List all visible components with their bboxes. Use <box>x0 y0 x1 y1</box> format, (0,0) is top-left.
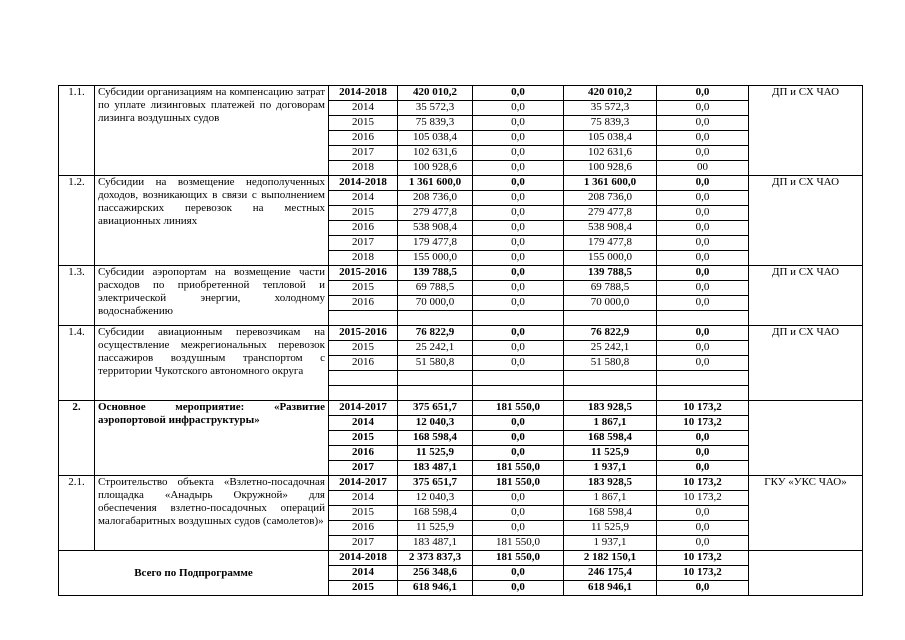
cell-period: 2016 <box>329 446 398 461</box>
cell-period: 2014-2017 <box>329 401 398 416</box>
item-number: 1.2. <box>59 176 95 266</box>
cell-period: 2015-2016 <box>329 266 398 281</box>
cell-federal: 0,0 <box>473 86 564 101</box>
item-responsible: ГКУ «УКС ЧАО» <box>749 476 863 551</box>
cell-federal: 0,0 <box>473 296 564 311</box>
cell-other: 10 173,2 <box>657 491 749 506</box>
cell-other: 0,0 <box>657 236 749 251</box>
cell-regional <box>564 311 657 326</box>
cell-period: 2016 <box>329 131 398 146</box>
cell-regional: 105 038,4 <box>564 131 657 146</box>
cell-total: 25 242,1 <box>398 341 473 356</box>
cell-period: 2016 <box>329 356 398 371</box>
cell-total: 168 598,4 <box>398 431 473 446</box>
cell-regional: 35 572,3 <box>564 101 657 116</box>
cell-regional: 246 175,4 <box>564 566 657 581</box>
cell-regional: 11 525,9 <box>564 521 657 536</box>
cell-total: 102 631,6 <box>398 146 473 161</box>
cell-federal: 181 550,0 <box>473 551 564 566</box>
item-responsible: ДП и СХ ЧАО <box>749 86 863 176</box>
subprogram-table <box>58 85 863 596</box>
cell-total: 76 822,9 <box>398 326 473 341</box>
cell-total: 12 040,3 <box>398 491 473 506</box>
cell-total: 1 361 600,0 <box>398 176 473 191</box>
cell-other: 0,0 <box>657 296 749 311</box>
cell-regional: 1 867,1 <box>564 491 657 506</box>
cell-federal: 0,0 <box>473 416 564 431</box>
cell-regional <box>564 386 657 401</box>
cell-regional: 70 000,0 <box>564 296 657 311</box>
table-row <box>59 86 863 101</box>
cell-regional: 168 598,4 <box>564 431 657 446</box>
cell-total: 538 908,4 <box>398 221 473 236</box>
total-row <box>59 551 863 566</box>
cell-federal <box>473 386 564 401</box>
cell-period: 2017 <box>329 461 398 476</box>
cell-other <box>657 371 749 386</box>
cell-other: 0,0 <box>657 536 749 551</box>
cell-period: 2014 <box>329 101 398 116</box>
cell-other: 0,0 <box>657 221 749 236</box>
cell-period: 2014-2018 <box>329 176 398 191</box>
cell-federal: 0,0 <box>473 176 564 191</box>
grand-total-label: Всего по Подпрограмме <box>59 551 329 596</box>
cell-regional: 155 000,0 <box>564 251 657 266</box>
cell-federal: 0,0 <box>473 581 564 596</box>
cell-period: 2017 <box>329 236 398 251</box>
cell-federal: 0,0 <box>473 206 564 221</box>
cell-regional: 51 580,8 <box>564 356 657 371</box>
cell-regional: 420 010,2 <box>564 86 657 101</box>
item-number: 1.1. <box>59 86 95 176</box>
item-number: 1.4. <box>59 326 95 401</box>
cell-federal: 0,0 <box>473 146 564 161</box>
cell-period <box>329 371 398 386</box>
cell-federal: 0,0 <box>473 161 564 176</box>
cell-regional: 1 937,1 <box>564 461 657 476</box>
cell-federal: 0,0 <box>473 281 564 296</box>
cell-total: 35 572,3 <box>398 101 473 116</box>
cell-total: 2 373 837,3 <box>398 551 473 566</box>
cell-federal: 181 550,0 <box>473 536 564 551</box>
cell-period <box>329 311 398 326</box>
cell-other: 0,0 <box>657 581 749 596</box>
cell-regional: 76 822,9 <box>564 326 657 341</box>
cell-total: 11 525,9 <box>398 521 473 536</box>
cell-total <box>398 311 473 326</box>
cell-period: 2016 <box>329 296 398 311</box>
cell-regional: 179 477,8 <box>564 236 657 251</box>
cell-period: 2014 <box>329 566 398 581</box>
cell-federal <box>473 371 564 386</box>
cell-other: 10 173,2 <box>657 476 749 491</box>
cell-period <box>329 386 398 401</box>
cell-period: 2015 <box>329 506 398 521</box>
cell-total: 100 928,6 <box>398 161 473 176</box>
cell-federal: 0,0 <box>473 506 564 521</box>
cell-federal: 0,0 <box>473 431 564 446</box>
table-row <box>59 266 863 281</box>
cell-other <box>657 386 749 401</box>
cell-other: 0,0 <box>657 506 749 521</box>
cell-other: 0,0 <box>657 116 749 131</box>
cell-regional: 69 788,5 <box>564 281 657 296</box>
cell-federal: 0,0 <box>473 116 564 131</box>
cell-total: 375 651,7 <box>398 476 473 491</box>
cell-period: 2015-2016 <box>329 326 398 341</box>
item-responsible: ДП и СХ ЧАО <box>749 176 863 266</box>
cell-other: 10 173,2 <box>657 401 749 416</box>
cell-regional: 102 631,6 <box>564 146 657 161</box>
cell-total: 70 000,0 <box>398 296 473 311</box>
cell-period: 2017 <box>329 536 398 551</box>
item-number: 1.3. <box>59 266 95 326</box>
cell-other: 0,0 <box>657 101 749 116</box>
cell-total: 179 477,8 <box>398 236 473 251</box>
cell-federal: 0,0 <box>473 356 564 371</box>
cell-federal: 181 550,0 <box>473 476 564 491</box>
cell-total: 11 525,9 <box>398 446 473 461</box>
item-responsible <box>749 401 863 476</box>
item-description: Субсидии на возмещение недополученных доходов, возникающих в связи с выполнением пассажирских перевозок на местных авиационных линиях <box>95 176 329 266</box>
cell-regional: 538 908,4 <box>564 221 657 236</box>
item-responsible: ДП и СХ ЧАО <box>749 266 863 326</box>
cell-federal: 0,0 <box>473 191 564 206</box>
cell-federal <box>473 311 564 326</box>
cell-period: 2017 <box>329 146 398 161</box>
cell-period: 2014-2018 <box>329 551 398 566</box>
cell-other: 0,0 <box>657 281 749 296</box>
cell-other: 0,0 <box>657 356 749 371</box>
cell-regional: 618 946,1 <box>564 581 657 596</box>
item-description: Основное мероприятие: «Развитие аэропортовой инфраструктуры» <box>95 401 329 476</box>
cell-total: 279 477,8 <box>398 206 473 221</box>
cell-other: 0,0 <box>657 131 749 146</box>
cell-period: 2014-2018 <box>329 86 398 101</box>
cell-other: 0,0 <box>657 341 749 356</box>
cell-other: 0,0 <box>657 191 749 206</box>
item-responsible: ДП и СХ ЧАО <box>749 326 863 401</box>
cell-period: 2018 <box>329 251 398 266</box>
cell-period: 2015 <box>329 206 398 221</box>
cell-total: 69 788,5 <box>398 281 473 296</box>
cell-total: 208 736,0 <box>398 191 473 206</box>
cell-regional: 1 867,1 <box>564 416 657 431</box>
item-description: Субсидии аэропортам на возмещение части расходов по приобретенной тепловой и электрической энергии, холодному водоснабжению <box>95 266 329 326</box>
cell-federal: 0,0 <box>473 446 564 461</box>
cell-other: 0,0 <box>657 176 749 191</box>
cell-total: 183 487,1 <box>398 461 473 476</box>
cell-period: 2015 <box>329 281 398 296</box>
cell-total: 139 788,5 <box>398 266 473 281</box>
cell-regional: 168 598,4 <box>564 506 657 521</box>
item-description: Строительство объекта «Взлетно-посадочная площадка «Анадырь Окружной» для обеспечения взлетно-посадочных операций малогабаритных воздушных судов (самолетов)» <box>95 476 329 551</box>
cell-period: 2014 <box>329 191 398 206</box>
cell-regional: 25 242,1 <box>564 341 657 356</box>
cell-total <box>398 386 473 401</box>
table-row <box>59 401 863 416</box>
cell-regional: 1 937,1 <box>564 536 657 551</box>
cell-total <box>398 371 473 386</box>
cell-other: 0,0 <box>657 86 749 101</box>
cell-regional: 183 928,5 <box>564 476 657 491</box>
table-row <box>59 176 863 191</box>
cell-other: 0,0 <box>657 326 749 341</box>
table-row <box>59 326 863 341</box>
cell-federal: 0,0 <box>473 266 564 281</box>
cell-period: 2015 <box>329 341 398 356</box>
cell-federal: 0,0 <box>473 491 564 506</box>
cell-other: 0,0 <box>657 446 749 461</box>
cell-federal: 0,0 <box>473 251 564 266</box>
cell-period: 2016 <box>329 221 398 236</box>
cell-period: 2015 <box>329 116 398 131</box>
cell-regional: 100 928,6 <box>564 161 657 176</box>
cell-period: 2018 <box>329 161 398 176</box>
cell-federal: 0,0 <box>473 236 564 251</box>
cell-regional: 11 525,9 <box>564 446 657 461</box>
cell-total: 75 839,3 <box>398 116 473 131</box>
item-number: 2. <box>59 401 95 476</box>
cell-other: 0,0 <box>657 266 749 281</box>
cell-total: 375 651,7 <box>398 401 473 416</box>
item-description: Субсидии авиационным перевозчикам на осуществление межрегиональных перевозок пассажиров воздушным транспортом с территории Чукотского автономного округа <box>95 326 329 401</box>
cell-total: 420 010,2 <box>398 86 473 101</box>
cell-total: 168 598,4 <box>398 506 473 521</box>
cell-regional: 1 361 600,0 <box>564 176 657 191</box>
cell-federal: 0,0 <box>473 566 564 581</box>
cell-regional: 75 839,3 <box>564 116 657 131</box>
cell-other: 10 173,2 <box>657 416 749 431</box>
cell-federal: 0,0 <box>473 521 564 536</box>
cell-total: 51 580,8 <box>398 356 473 371</box>
item-number: 2.1. <box>59 476 95 551</box>
cell-other: 0,0 <box>657 521 749 536</box>
cell-other: 0,0 <box>657 146 749 161</box>
cell-federal: 0,0 <box>473 221 564 236</box>
cell-total: 12 040,3 <box>398 416 473 431</box>
cell-regional: 279 477,8 <box>564 206 657 221</box>
cell-federal: 0,0 <box>473 131 564 146</box>
cell-period: 2014-2017 <box>329 476 398 491</box>
cell-period: 2014 <box>329 416 398 431</box>
cell-federal: 0,0 <box>473 341 564 356</box>
cell-total: 183 487,1 <box>398 536 473 551</box>
cell-period: 2016 <box>329 521 398 536</box>
cell-other: 0,0 <box>657 206 749 221</box>
cell-total: 618 946,1 <box>398 581 473 596</box>
cell-other: 10 173,2 <box>657 566 749 581</box>
cell-federal: 181 550,0 <box>473 461 564 476</box>
cell-other: 0,0 <box>657 461 749 476</box>
cell-period: 2015 <box>329 431 398 446</box>
cell-other: 00 <box>657 161 749 176</box>
cell-other: 0,0 <box>657 431 749 446</box>
grand-total-responsible <box>749 551 863 596</box>
cell-total: 155 000,0 <box>398 251 473 266</box>
cell-total: 105 038,4 <box>398 131 473 146</box>
cell-regional: 2 182 150,1 <box>564 551 657 566</box>
cell-regional: 139 788,5 <box>564 266 657 281</box>
cell-regional: 183 928,5 <box>564 401 657 416</box>
cell-other: 10 173,2 <box>657 551 749 566</box>
cell-regional: 208 736,0 <box>564 191 657 206</box>
table-body <box>59 86 863 596</box>
cell-other <box>657 311 749 326</box>
cell-period: 2014 <box>329 491 398 506</box>
item-description: Субсидии организациям на компенсацию затрат по уплате лизинговых платежей по договорам лизинга воздушных судов <box>95 86 329 176</box>
cell-federal: 0,0 <box>473 326 564 341</box>
cell-other: 0,0 <box>657 251 749 266</box>
cell-federal: 0,0 <box>473 101 564 116</box>
cell-federal: 181 550,0 <box>473 401 564 416</box>
cell-period: 2015 <box>329 581 398 596</box>
table-row <box>59 476 863 491</box>
cell-total: 256 348,6 <box>398 566 473 581</box>
cell-regional <box>564 371 657 386</box>
